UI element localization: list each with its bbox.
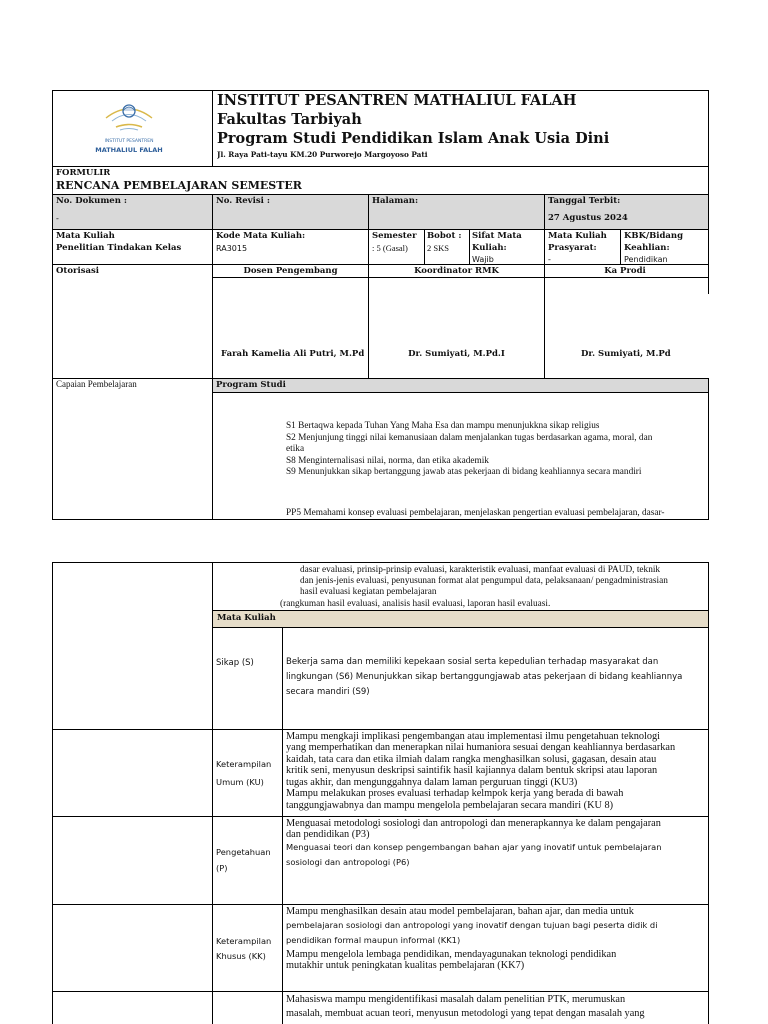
pp5-cont-1: dasar evaluasi, prinsip-prinsip evaluasi, karakteristik evaluasi, manfaat evaluasi di PAUD, teknik <box>300 565 661 575</box>
table-border-line <box>52 519 709 520</box>
dosen-name: Farah Kamelia Ali Putri, M.Pd <box>221 349 365 359</box>
table-border-line <box>52 90 709 91</box>
cpl-s8: S8 Menginternalisasi nilai, norma, dan etika akademik <box>286 456 489 466</box>
table-border-line <box>212 627 709 628</box>
table-border-line <box>424 229 425 264</box>
sifat-label-2: Kuliah: <box>472 243 507 253</box>
prasyarat-value: - <box>548 254 551 264</box>
table-border-line <box>52 904 709 905</box>
semester-value: : 5 (Gasal) <box>372 243 408 253</box>
semester-label: Semester <box>372 231 417 241</box>
table-border-line <box>52 729 709 730</box>
kk-line-2: pembelajaran sosiologi dan antropologi yang inovatif dengan tujuan bagi peserta didik di <box>286 920 658 930</box>
ku-line-1: Mampu mengkaji implikasi pengembangan atau implementasi ilmu pengetahuan teknologi <box>286 731 661 742</box>
kaprodi-name: Dr. Sumiyati, M.Pd <box>581 349 671 359</box>
table-border-line <box>52 166 709 167</box>
ku-line-6: Mampu melakukan proses evaluasi terhadap kelmpok kerja yang berada di bawah <box>286 788 624 799</box>
otorisasi-label: Otorisasi <box>56 266 100 276</box>
tanggal-label: Tanggal Terbit: <box>548 196 621 206</box>
kbk-value: Pendidikan <box>624 255 668 264</box>
cpl-s2-cont: etika <box>286 444 305 454</box>
kaprodi-header: Ka Prodi <box>604 266 646 276</box>
table-border-line <box>52 194 709 195</box>
institute-logo <box>76 96 182 160</box>
program-studi-label: Program Studi <box>216 380 286 390</box>
p-line-1: Menguasai metodologi sosiologi dan antropologi dan menerapkannya ke dalam pengajaran <box>286 818 661 829</box>
ku-label: Keterampilan <box>216 759 272 769</box>
prodi-band <box>213 379 708 392</box>
pp5-cont-2: dan jenis-jenis evaluasi, penyusunan format alat pengumpul data, pelaksanaan/ pengadministrasian <box>300 576 668 586</box>
kode-label: Kode Mata Kuliah: <box>216 231 306 241</box>
kode-value: RA3015 <box>216 244 248 253</box>
rmk-name: Dr. Sumiyati, M.Pd.I <box>408 349 505 359</box>
faculty-name: Fakultas Tarbiyah <box>217 111 362 128</box>
table-border-line <box>52 90 53 520</box>
no-dokumen-value: - <box>56 213 59 223</box>
cpmk-line-1: Mahasiswa mampu mengidentifikasi masalah dalam penelitian PTK, merumuskan <box>286 994 626 1005</box>
table-border-line <box>212 90 213 166</box>
table-border-line <box>52 562 709 563</box>
bobot-value: 2 SKS <box>427 243 449 253</box>
prasyarat-label: Mata Kuliah <box>548 231 607 241</box>
table-border-line <box>368 194 369 378</box>
mata-kuliah-band <box>213 611 708 627</box>
kk-label-2: Khusus (KK) <box>216 951 266 961</box>
cpl-pp5: PP5 Memahami konsep evaluasi pembelajaran, menjelaskan pengertian evaluasi pembelajaran, dasar- <box>286 508 665 518</box>
sikap-line-2: lingkungan (S6) Menunjukkan sikap bertanggungjawab atas pekerjaan di bidang keahliannya <box>286 672 683 682</box>
ku-line-4: kritik seni, menyusun deskripsi saintifik hasil kajiannya dalam bentuk skripsi atau laporan <box>286 765 658 776</box>
table-border-line <box>52 264 709 265</box>
sifat-value: Wajib <box>472 255 494 264</box>
kk-line-4: Mampu mengelola lembaga pendidikan, mendayagunakan teknologi pendidikan <box>286 949 617 960</box>
p-line-4: sosiologi dan antropologi (P6) <box>286 857 410 867</box>
cpmk-line-2: masalah, membuat acuan teori, menyusun metodologi yang tepat dengan masalah yang <box>286 1008 645 1019</box>
form-title: RENCANA PEMBELAJARAN SEMESTER <box>56 179 302 192</box>
ku-line-5: tugas akhir, dan mengunggahnya dalam laman perguruan tinggi (KU3) <box>286 777 578 788</box>
ku-line-2: yang memperhatikan dan menerapkan nilai humaniora sesuai dengan keahliannya berdasarkan <box>286 742 676 753</box>
p-line-2: dan pendidikan (P3) <box>286 829 370 840</box>
table-border-line <box>52 378 709 379</box>
institute-name: INSTITUT PESANTREN MATHALIUL FALAH <box>217 92 577 109</box>
cpl-s9: S9 Menunjukkan sikap bertanggung jawab atas pekerjaan di bidang keahliannya secara mandiri <box>286 467 642 477</box>
logo-caption: MATHALIUL FALAH <box>95 146 163 154</box>
no-revisi-label: No. Revisi : <box>216 196 270 206</box>
table-border-line <box>212 562 213 1024</box>
kbk-label: KBK/Bidang <box>624 231 684 241</box>
cpl-s2: S2 Menjunjung tinggi nilai kemanusiaan dalam menjalankan tugas berdasarkan agama, moral, dan <box>286 433 653 443</box>
bobot-label: Bobot : <box>427 231 462 241</box>
table-border-line <box>212 392 709 393</box>
table-border-line <box>52 229 709 230</box>
mata-kuliah-section-label: Mata Kuliah <box>217 613 276 623</box>
program-name: Program Studi Pendidikan Islam Anak Usia Dini <box>217 130 610 147</box>
p-label-2: (P) <box>216 863 228 873</box>
dosen-header: Dosen Pengembang <box>243 266 338 276</box>
table-border-line <box>469 229 470 264</box>
table-border-line <box>212 610 709 611</box>
table-border-line <box>620 229 621 264</box>
sifat-label: Sifat Mata <box>472 231 522 241</box>
sikap-line-1: Bekerja sama dan memiliki kepekaan sosial serta kepedulian terhadap masyarakat dan <box>286 657 659 667</box>
logo-caption-small: INSTITUT PESANTREN <box>104 139 154 144</box>
table-border-line <box>544 194 545 378</box>
pp5-cont-3: hasil evaluasi kegiatan pembelajaran <box>300 587 437 597</box>
sikap-label: Sikap (S) <box>216 658 254 668</box>
tanggal-value: 27 Agustus 2024 <box>548 213 628 223</box>
cpl-s1: S1 Bertaqwa kepada Tuhan Yang Maha Esa dan mampu menunjukkna sikap religius <box>286 421 600 431</box>
kbk-label-2: Keahlian: <box>624 243 670 253</box>
form-label: FORMULIR <box>56 168 111 178</box>
pp5-cont-4: (rangkuman hasil evaluasi, analisis hasil evaluasi, laporan hasil evaluasi. <box>280 599 551 609</box>
ku-line-3: kaidah, tata cara dan etika ilmiah dalam rangka menghasilkan solusi, gagasan, desain atau <box>286 754 657 765</box>
table-border-line <box>52 562 53 1024</box>
kk-line-5: mutakhir untuk peningkatan kualitas pembelajaran (KK7) <box>286 960 525 971</box>
mata-kuliah-label: Mata Kuliah <box>56 231 115 241</box>
ku-line-7: tanggungjawabnya dan mampu mengelola pembelajaran secara mandiri (KU 8) <box>286 800 614 811</box>
p-line-3: Menguasai teori dan konsep pengembangan bahan ajar yang inovatif untuk pembelajaran <box>286 842 662 852</box>
capaian-label: Capaian Pembelajaran <box>56 379 137 389</box>
table-border-line <box>212 277 709 278</box>
prasyarat-label-2: Prasyarat: <box>548 243 597 253</box>
mata-kuliah-value: Penelitian Tindakan Kelas <box>56 243 182 253</box>
halaman-label: Halaman: <box>372 196 419 206</box>
no-dokumen-label: No. Dokumen : <box>56 196 127 206</box>
kk-line-1: Mampu menghasilkan desain atau model pembelajaran, bahan ajar, dan media untuk <box>286 906 634 917</box>
table-border-line <box>708 378 709 520</box>
table-border-line <box>52 991 709 992</box>
rmk-header: Koordinator RMK <box>414 266 499 276</box>
address: Jl. Raya Pati-tayu KM.20 Purworejo Margoyoso Pati <box>217 150 428 159</box>
table-border-line <box>52 816 709 817</box>
table-border-line <box>708 562 709 1024</box>
ku-label-2: Umum (KU) <box>216 777 264 787</box>
table-border-line <box>212 194 213 520</box>
kk-line-3: pendidikan formal maupun informal (KK1) <box>286 935 461 945</box>
table-border-line <box>282 627 283 1024</box>
p-label: Pengetahuan <box>216 847 271 857</box>
kk-label: Keterampilan <box>216 936 272 946</box>
sikap-line-3: secara mandiri (S9) <box>286 687 370 697</box>
